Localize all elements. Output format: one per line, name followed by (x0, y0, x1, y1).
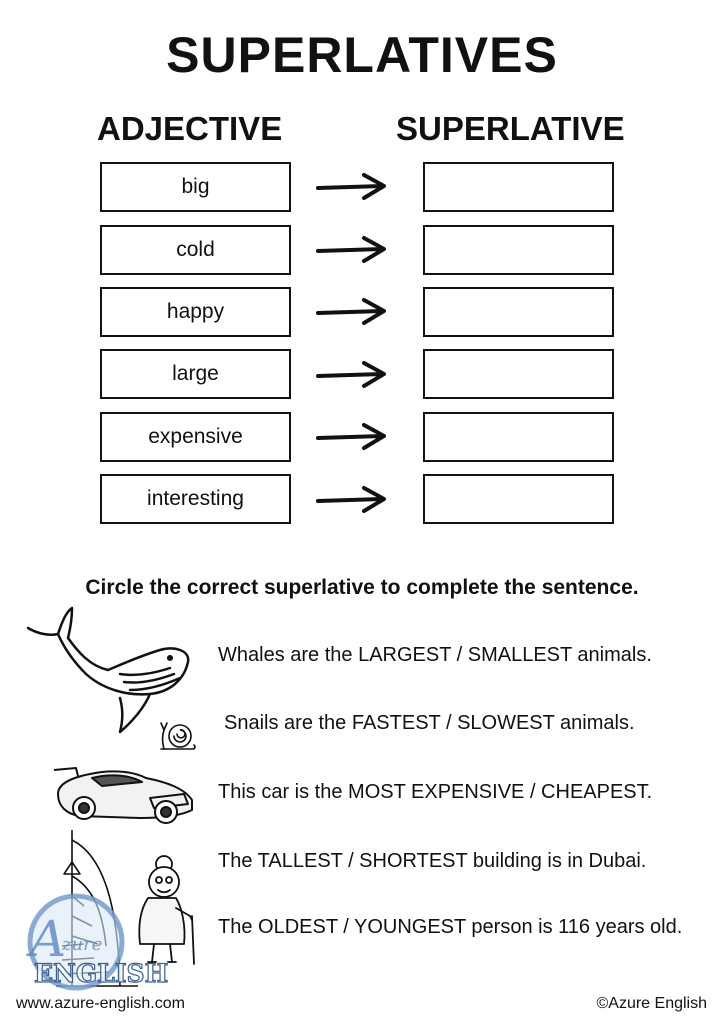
superlative-answer-box[interactable] (423, 287, 614, 337)
azure-english-logo (16, 894, 169, 998)
old-woman-icon (132, 852, 206, 964)
page-title: SUPERLATIVES (166, 27, 558, 83)
sentence-snails: Snails are the FASTEST / SLOWEST animals. (224, 712, 635, 734)
sentence-whales: Whales are the LARGEST / SMALLEST animals. (218, 644, 652, 666)
sentence-car: This car is the MOST EXPENSIVE / CHEAPEST. (218, 781, 653, 803)
adjective-box: large (100, 349, 291, 399)
superlative-answer-box[interactable] (423, 225, 614, 275)
superlative-answer-box[interactable] (423, 412, 614, 462)
snail-icon (158, 718, 198, 754)
superlative-answer-box[interactable] (423, 162, 614, 212)
instruction-text: Circle the correct superlative to complete the sentence. (85, 576, 639, 599)
svg-text:ENGLISH: ENGLISH (34, 959, 169, 988)
arrow-right-icon (316, 172, 388, 202)
arrow-right-icon (316, 235, 388, 265)
superlative-column-heading: SUPERLATIVE (396, 110, 625, 147)
sentence-oldest: The OLDEST / YOUNGEST person is 116 years old. (218, 916, 683, 938)
adjective-column-heading: ADJECTIVE (97, 110, 283, 147)
copyright-text: ©Azure English (596, 995, 707, 1012)
adjective-box: expensive (100, 412, 291, 462)
adjective-box: happy (100, 287, 291, 337)
superlative-answer-box[interactable] (423, 474, 614, 524)
sports-car-icon (50, 764, 196, 826)
arrow-right-icon (316, 360, 388, 390)
adjective-box: cold (100, 225, 291, 275)
sentence-building: The TALLEST / SHORTEST building is in Dubai. (218, 850, 647, 872)
superlative-answer-box[interactable] (423, 349, 614, 399)
arrow-right-icon (316, 297, 388, 327)
svg-text:zure: zure (62, 934, 103, 955)
arrow-right-icon (316, 485, 388, 515)
website-link[interactable]: www.azure-english.com (16, 995, 185, 1012)
adjective-box: big (100, 162, 291, 212)
adjective-box: interesting (100, 474, 291, 524)
svg-text:A: A (30, 910, 67, 968)
arrow-right-icon (316, 422, 388, 452)
